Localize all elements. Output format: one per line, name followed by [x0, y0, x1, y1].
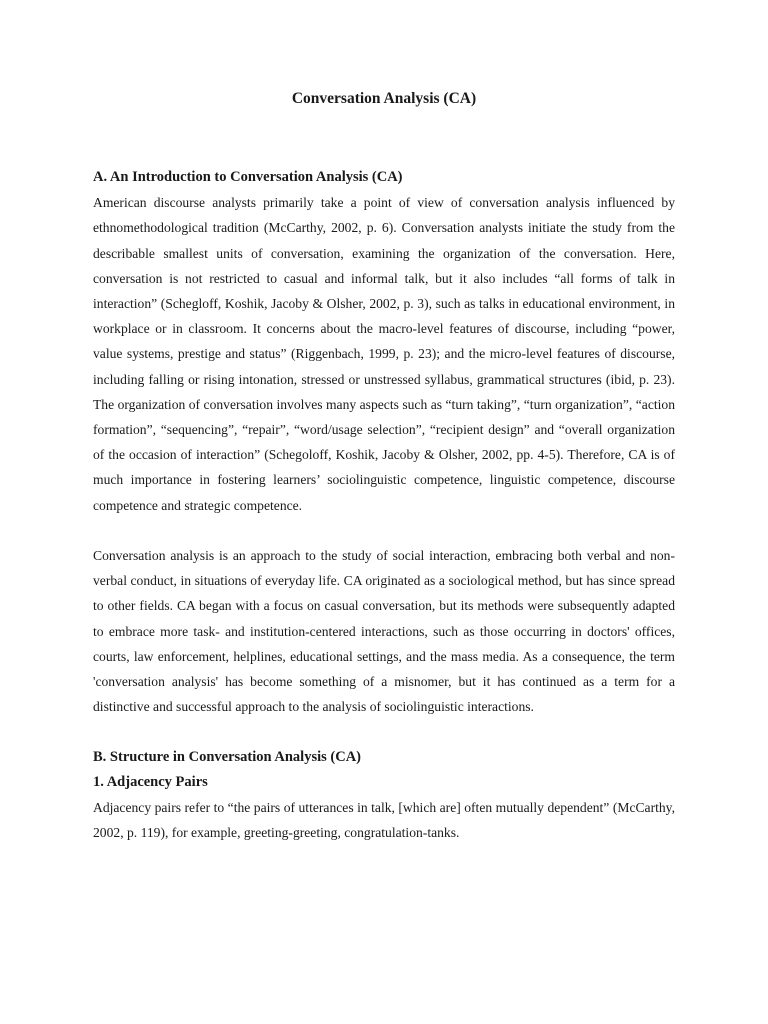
- section-b-subheading: 1. Adjacency Pairs: [93, 773, 208, 790]
- section-b-paragraph-1: Adjacency pairs refer to “the pairs of utterances in talk, [which are] often mutually dependent” (McCarthy, 2002, p. 119), for example, greeting-greeting, congratulation-tanks.: [93, 800, 675, 841]
- section-a-paragraph-1: American discourse analysts primarily take a point of view of conversation analysis influenced by ethnomethodological tradition (McCarthy, 2002, p. 6). Conversation analysts initiate the study from the describable smallest units of conversation, examining the organization of the conversation. Here, conversation is not restricted to casual and informal talk, but it also includes “all forms of talk in interaction” (Schegloff, Koshik, Jacoby & Olsher, 2002, p. 3), such as talks in educational environment, in workplace or in classroom. It concerns about the macro-level features of discourse, including “power, value systems, prestige and status” (Riggenbach, 1999, p. 23); and the micro-level features of discourse, including falling or rising intonation, stressed or unstressed syllabus, grammatical structures (ibid, p. 23). The organization of conversation involves many aspects such as “turn taking”, “turn organization”, “action formation”, “sequencing”, “repair”, “word/usage selection”, “recipient design” and “overall organization of the occasion of interaction” (Schegoloff, Koshik, Jacoby & Olsher, 2002, pp. 4-5). Therefore, CA is of much importance in fostering learners’ sociolinguistic competence, linguistic competence, discourse competence and strategic competence.: [93, 195, 675, 513]
- section-a-heading: A. An Introduction to Conversation Analysis (CA): [93, 169, 403, 185]
- section-b-heading: B. Structure in Conversation Analysis (CA): [93, 748, 361, 765]
- document-body: [93, 165, 675, 845]
- section-a-paragraph-2: Conversation analysis is an approach to the study of social interaction, embracing both verbal and non-verbal conduct, in situations of everyday life. CA originated as a sociological method, but has since spread to other fields. CA began with a focus on casual conversation, but its methods were subsequently adapted to embrace more task- and institution-centered interactions, such as those occurring in doctors' offices, courts, law enforcement, helplines, educational settings, and the mass media. As a consequence, the term 'conversation analysis' has become something of a misnomer, but it has continued as a term for a distinctive and successful approach to the analysis of sociolinguistic interactions.: [93, 548, 675, 715]
- page-title: Conversation Analysis (CA): [291, 90, 477, 107]
- paragraph-spacer: [93, 518, 675, 543]
- paragraph-spacer: [93, 719, 675, 744]
